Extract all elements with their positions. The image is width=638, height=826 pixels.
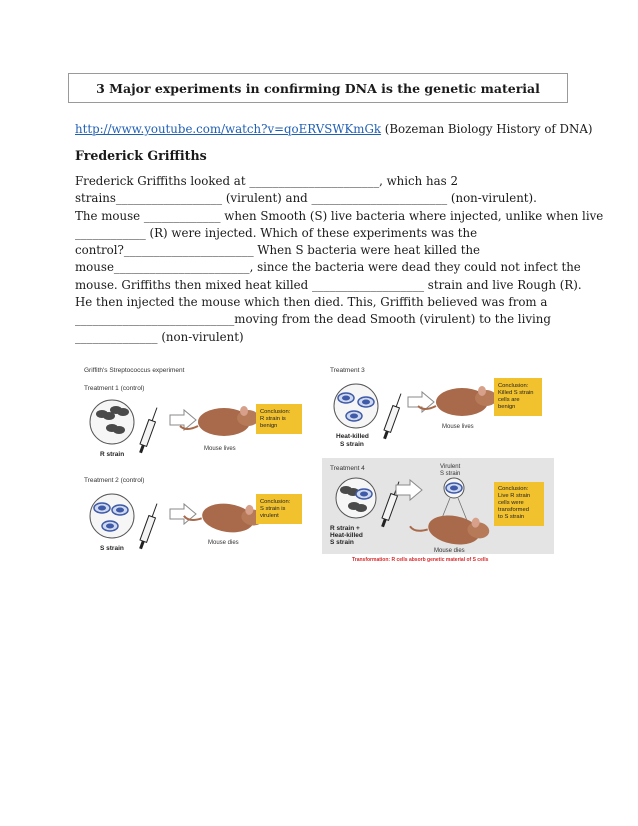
dish-icon bbox=[90, 400, 134, 444]
conclusion-line: to S strain bbox=[498, 514, 525, 520]
worksheet-paragraph bbox=[75, 173, 604, 346]
strain-label: S strain bbox=[100, 545, 124, 552]
arrow-icon bbox=[170, 504, 196, 524]
paragraph-line: ___________________________moving from the dead Smooth (virulent) to the living bbox=[75, 312, 551, 327]
reference-line bbox=[75, 122, 592, 136]
s-cell-icon bbox=[112, 505, 128, 515]
figure-title: Griffith's Streptococcus experiment bbox=[84, 367, 185, 374]
conclusion-line: S strain is bbox=[260, 506, 286, 512]
conclusion-line: Conclusion: bbox=[498, 383, 529, 389]
strain-label: Heat-killed bbox=[336, 433, 369, 440]
s-cell-icon bbox=[338, 393, 354, 403]
conclusion-line: Conclusion: bbox=[260, 499, 291, 505]
conclusion-line: Killed S strain bbox=[498, 390, 534, 396]
strain-label: R strain + bbox=[330, 525, 360, 532]
syringe-icon bbox=[381, 392, 404, 439]
paragraph-line: He then injected the mouse which then died. This, Griffith believed was from a bbox=[75, 295, 548, 310]
conclusion-line: cells were bbox=[498, 500, 524, 506]
s-cell-icon bbox=[358, 397, 374, 407]
conclusion-line: benign bbox=[260, 423, 278, 429]
strain-label: Heat-killed bbox=[330, 532, 363, 539]
section-heading: Frederick Griffiths bbox=[75, 148, 207, 163]
paragraph-line: ____________ (R) were injected. Which of these experiments was the bbox=[75, 225, 478, 240]
paragraph-line: mouse_______________________, since the bacteria were dead they could not infect the bbox=[75, 260, 581, 275]
outcome-label: Mouse lives bbox=[442, 424, 474, 430]
reference-note: (Bozeman Biology History of DNA) bbox=[381, 122, 593, 136]
virulent-label: S strain bbox=[440, 471, 461, 477]
s-cell-icon bbox=[102, 521, 118, 531]
s-cell-icon bbox=[94, 503, 110, 513]
outcome-label: Mouse lives bbox=[204, 446, 236, 452]
paragraph-line: control?______________________ When S bacteria were heat killed the bbox=[75, 243, 481, 258]
outcome-label: Mouse dies bbox=[208, 540, 239, 546]
conclusion-line: Conclusion: bbox=[498, 486, 529, 492]
strain-label: S strain bbox=[340, 441, 364, 448]
conclusion-line: R strain is bbox=[260, 416, 286, 422]
paragraph-line: ______________ (non-virulent) bbox=[75, 329, 244, 344]
paragraph-line: The mouse _____________ when Smooth (S) live bacteria where injected, unlike when live bbox=[75, 208, 604, 223]
youtube-link[interactable]: http://www.youtube.com/watch?v=qoERVSWKmGk bbox=[75, 122, 382, 136]
page-title: 3 Major experiments in confirming DNA is the genetic material bbox=[96, 81, 540, 96]
conclusion-line: benign bbox=[498, 404, 516, 410]
outcome-label: Mouse dies bbox=[434, 548, 465, 554]
transformation-note: Transformation: R cells absorb genetic material of S cells bbox=[352, 557, 489, 563]
strain-label: S strain bbox=[330, 539, 354, 546]
paragraph-line: mouse. Griffiths then mixed heat killed ___________________ strain and live Rough (R). bbox=[75, 277, 582, 292]
virulent-label: Virulent bbox=[440, 464, 461, 470]
conclusion-line: transformed bbox=[498, 507, 529, 513]
conclusion-line: virulent bbox=[260, 513, 279, 519]
conclusion-line: Live R strain bbox=[498, 493, 531, 499]
treatment-3-label: Treatment 3 bbox=[330, 367, 365, 374]
title-box bbox=[68, 73, 568, 103]
treatment-2-label: Treatment 2 (control) bbox=[84, 477, 145, 484]
paragraph-line: Frederick Griffiths looked at ______________________, which has 2 bbox=[75, 174, 458, 188]
conclusion-line: cells are bbox=[498, 397, 520, 403]
s-cell-icon bbox=[446, 483, 462, 493]
strain-label: R strain bbox=[100, 451, 125, 458]
syringe-icon bbox=[137, 502, 160, 549]
conclusion-line: Conclusion: bbox=[260, 409, 291, 415]
treatment-1-label: Treatment 1 (control) bbox=[84, 385, 145, 392]
syringe-icon bbox=[137, 406, 160, 453]
griffith-experiment-figure bbox=[78, 358, 558, 564]
s-cell-icon bbox=[356, 489, 372, 499]
dead-mouse-icon bbox=[182, 496, 264, 537]
s-cell-icon bbox=[346, 411, 362, 421]
paragraph-line: strains__________________ (virulent) and _______________________ (non-virulent). bbox=[75, 191, 537, 206]
treatment-4-label: Treatment 4 bbox=[330, 465, 365, 472]
